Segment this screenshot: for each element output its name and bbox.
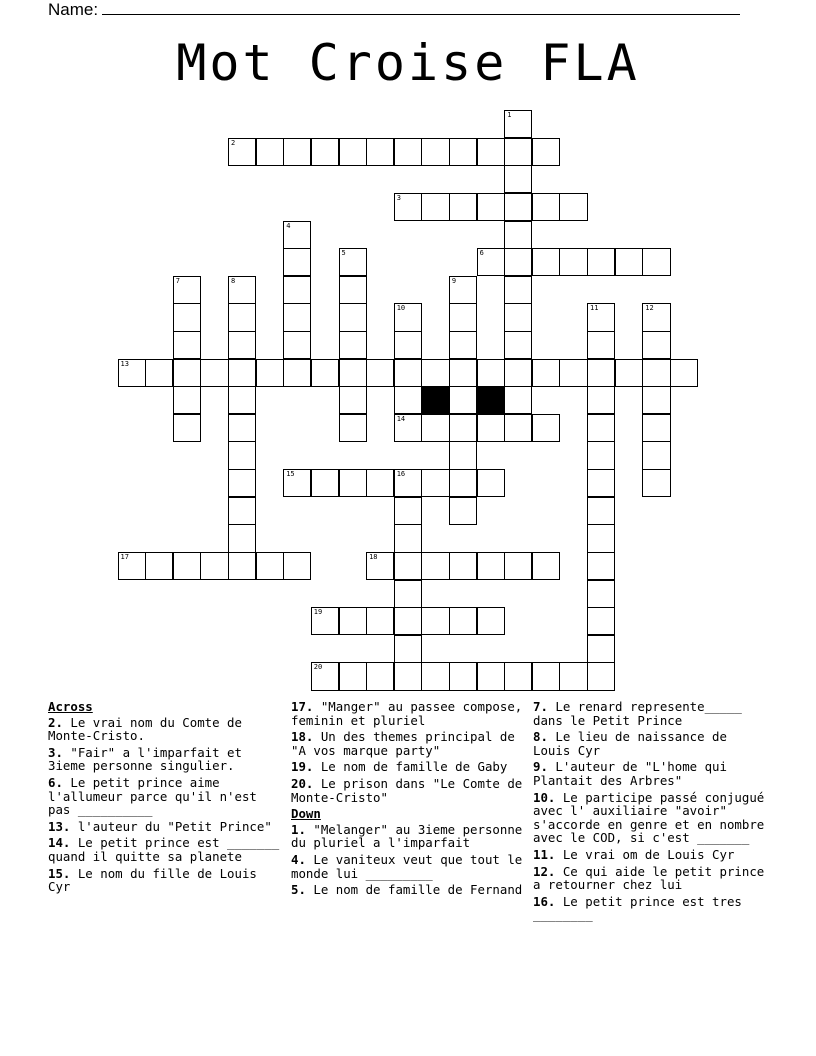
clue-item <box>48 835 287 864</box>
grid-cell[interactable] <box>145 552 173 580</box>
clue-number: 3 <box>396 193 401 202</box>
grid-cell[interactable] <box>339 276 367 304</box>
clues-column-3 <box>533 699 772 925</box>
clue-number: 10 <box>396 304 406 313</box>
grid-cell[interactable] <box>228 441 256 469</box>
clue-number: 7 <box>175 276 180 285</box>
clues-column-1 <box>48 699 287 897</box>
grid-cell[interactable] <box>366 359 394 387</box>
grid-cell[interactable] <box>228 524 256 552</box>
clue-item-number: 15. <box>48 865 71 881</box>
grid-cell[interactable] <box>642 331 670 359</box>
clue-item-text: Un des themes principal de "A vos marque party" <box>291 729 523 758</box>
grid-cell[interactable] <box>587 248 615 276</box>
clue-number: 1 <box>507 111 512 119</box>
grid-cell[interactable] <box>449 359 477 387</box>
clue-item-text: L'auteur de "L'home qui Plantait des Arbres" <box>533 759 735 788</box>
clue-item-number: 14. <box>48 835 71 851</box>
clue-item-number: 13. <box>48 818 71 834</box>
grid-cell[interactable] <box>642 248 670 276</box>
grid-cell[interactable] <box>449 414 477 442</box>
grid-cell[interactable] <box>449 552 477 580</box>
grid-cell[interactable] <box>421 662 449 690</box>
section-heading-down: Down <box>291 806 321 822</box>
name-blank-line[interactable] <box>102 0 740 15</box>
grid-cell[interactable] <box>532 414 560 442</box>
grid-cell[interactable] <box>449 303 477 331</box>
clue-item <box>533 760 765 787</box>
clue-item-number: 17. <box>291 699 314 714</box>
grid-cell[interactable] <box>449 193 477 221</box>
grid-cell[interactable] <box>339 386 367 414</box>
clue-item <box>533 730 765 757</box>
clue-number: 20 <box>313 663 323 672</box>
clue-item-number: 11. <box>533 846 556 862</box>
grid-cell[interactable] <box>118 552 146 580</box>
grid-cell[interactable] <box>339 414 367 442</box>
clue-number: 4 <box>286 221 291 230</box>
grid-cell[interactable] <box>394 331 422 359</box>
grid-cell[interactable] <box>145 359 173 387</box>
grid-cell[interactable] <box>228 386 256 414</box>
grid-cell[interactable] <box>587 441 615 469</box>
grid-cell[interactable] <box>256 552 284 580</box>
name-field[interactable] <box>48 0 740 20</box>
clue-item <box>533 863 772 893</box>
grid-cell[interactable] <box>449 662 477 690</box>
grid-cell[interactable] <box>394 359 422 387</box>
clue-number: 14 <box>396 414 406 423</box>
clue-number: 8 <box>231 276 236 285</box>
clue-item-number: 6. <box>48 774 63 790</box>
grid-cell[interactable] <box>532 359 560 387</box>
grid-cell[interactable] <box>366 662 394 690</box>
grid-cell[interactable] <box>366 469 394 497</box>
grid-cell[interactable] <box>587 662 615 690</box>
clue-item-number: 18. <box>291 729 314 745</box>
clue-item-number: 5. <box>291 882 306 898</box>
grid-cell[interactable] <box>421 359 449 387</box>
grid-cell[interactable] <box>449 607 477 635</box>
grid-cell[interactable] <box>642 303 670 331</box>
grid-cell[interactable] <box>532 193 560 221</box>
grid-cell[interactable] <box>504 331 532 359</box>
grid-cell[interactable] <box>173 552 201 580</box>
clue-number: 19 <box>313 608 323 617</box>
grid-cell[interactable] <box>477 662 505 690</box>
clue-item <box>48 746 280 773</box>
grid-cell[interactable] <box>283 303 311 331</box>
grid-cell[interactable] <box>173 331 201 359</box>
grid-cell[interactable] <box>532 662 560 690</box>
grid-cell[interactable] <box>587 331 615 359</box>
grid-cell[interactable] <box>283 469 311 497</box>
grid-cell[interactable] <box>559 193 587 221</box>
grid-cell[interactable] <box>477 248 505 276</box>
clue-item <box>48 716 280 743</box>
clue-item <box>533 700 765 727</box>
grid-cell[interactable] <box>173 303 201 331</box>
grid-cell[interactable] <box>477 552 505 580</box>
clue-item <box>291 730 523 757</box>
grid-cell[interactable] <box>394 580 422 608</box>
grid-cell[interactable] <box>587 497 615 525</box>
grid-cell[interactable] <box>449 386 477 414</box>
grid-cell[interactable] <box>339 359 367 387</box>
clues-column-2 <box>291 699 530 900</box>
clue-item-text: Le prison dans "Le Comte de Monte-Cristo" <box>291 775 530 805</box>
grid-cell[interactable] <box>587 414 615 442</box>
grid-cell[interactable] <box>256 359 284 387</box>
grid-cell[interactable] <box>477 138 505 166</box>
clue-item-text: "Fair" a l'imparfait et 3ieme personne singulier. <box>48 744 250 774</box>
grid-cell[interactable] <box>421 193 449 221</box>
clue-item-number: 2. <box>48 714 63 730</box>
grid-cell[interactable] <box>421 552 449 580</box>
clue-item-text: "Melanger" au 3ieme personne du pluriel a l'imparfait <box>291 821 530 851</box>
grid-cell[interactable] <box>256 138 284 166</box>
section-heading-across: Across <box>48 699 93 714</box>
grid-cell[interactable] <box>339 331 367 359</box>
grid-cell[interactable] <box>449 276 477 304</box>
grid-cell[interactable] <box>532 552 560 580</box>
grid-cell[interactable] <box>339 303 367 331</box>
grid-cell[interactable] <box>477 469 505 497</box>
grid-cell[interactable] <box>477 414 505 442</box>
clue-item <box>291 851 530 881</box>
grid-cell-blocked <box>477 386 505 414</box>
grid-cell[interactable] <box>394 193 422 221</box>
grid-cell[interactable] <box>283 359 311 387</box>
clue-item-number: 10. <box>533 789 556 805</box>
clue-item-text: Le participe passé conjugué avec l' auxiliaire "avoir" s'accorde en genre et en nombre avec le COD, si c'est _______ <box>533 789 772 846</box>
clue-item-text: Le vaniteux veut que tout le monde lui _________ <box>291 851 530 881</box>
clue-number: 11 <box>590 304 599 313</box>
grid-cell[interactable] <box>449 331 477 359</box>
grid-cell[interactable] <box>587 303 615 331</box>
grid-cell[interactable] <box>642 441 670 469</box>
grid-cell[interactable] <box>366 138 394 166</box>
clue-item <box>291 883 523 897</box>
grid-cell[interactable] <box>504 248 532 276</box>
grid-cell[interactable] <box>642 414 670 442</box>
grid-cell[interactable] <box>228 414 256 442</box>
grid-cell[interactable] <box>228 276 256 304</box>
grid-cell[interactable] <box>200 359 228 387</box>
grid-cell[interactable] <box>283 276 311 304</box>
clue-item <box>48 820 280 834</box>
grid-cell[interactable] <box>504 276 532 304</box>
grid-cell[interactable] <box>173 276 201 304</box>
clue-number: 6 <box>479 249 484 258</box>
grid-cell[interactable] <box>449 441 477 469</box>
grid-cell[interactable] <box>200 552 228 580</box>
grid-cell[interactable] <box>504 359 532 387</box>
grid-cell[interactable] <box>339 138 367 166</box>
clue-item-text: "Manger" au passee compose, feminin et pluriel <box>291 699 530 728</box>
grid-cell[interactable] <box>339 607 367 635</box>
grid-cell[interactable] <box>504 386 532 414</box>
grid-cell[interactable] <box>642 359 670 387</box>
grid-cell[interactable] <box>228 469 256 497</box>
grid-cell[interactable] <box>173 359 201 387</box>
grid-cell[interactable] <box>587 635 615 663</box>
grid-cell[interactable] <box>228 331 256 359</box>
grid-cell[interactable] <box>283 138 311 166</box>
clue-number: 13 <box>120 359 129 368</box>
grid-cell[interactable] <box>173 414 201 442</box>
grid-cell[interactable] <box>559 248 587 276</box>
clue-item-text: Le petit prince est tres ________ <box>533 893 750 923</box>
grid-cell[interactable] <box>477 193 505 221</box>
clue-item <box>533 789 772 846</box>
clue-item-text: Le vrai om de Louis Cyr <box>555 846 735 862</box>
grid-cell[interactable] <box>283 331 311 359</box>
grid-cell[interactable] <box>504 110 532 138</box>
grid-cell[interactable] <box>394 662 422 690</box>
clue-item-number: 1. <box>291 821 306 837</box>
grid-cell[interactable] <box>477 359 505 387</box>
grid-cell[interactable] <box>504 303 532 331</box>
grid-cell[interactable] <box>615 248 643 276</box>
clue-number: 17 <box>120 552 129 561</box>
grid-cell[interactable] <box>366 607 394 635</box>
grid-cell[interactable] <box>587 580 615 608</box>
grid-cell[interactable] <box>504 138 532 166</box>
clue-item-text: Le renard represente_____ dans le Petit Prince <box>533 699 750 728</box>
grid-cell[interactable] <box>394 138 422 166</box>
grid-cell[interactable] <box>449 497 477 525</box>
grid-cell[interactable] <box>283 221 311 249</box>
clue-item-text: Le petit prince est _______ quand il quitte sa planete <box>48 835 287 864</box>
grid-cell[interactable] <box>283 248 311 276</box>
grid-cell[interactable] <box>587 359 615 387</box>
grid-cell[interactable] <box>118 359 146 387</box>
grid-cell[interactable] <box>642 469 670 497</box>
grid-cell[interactable] <box>173 386 201 414</box>
clue-item <box>291 760 523 774</box>
grid-cell[interactable] <box>394 386 422 414</box>
grid-cell[interactable] <box>587 386 615 414</box>
clue-number: 9 <box>451 276 457 285</box>
grid-cell[interactable] <box>504 414 532 442</box>
grid-cell[interactable] <box>228 359 256 387</box>
grid-cell[interactable] <box>532 138 560 166</box>
clue-number: 12 <box>645 304 654 313</box>
grid-cell[interactable] <box>311 138 339 166</box>
grid-cell[interactable] <box>587 607 615 635</box>
clue-item <box>291 775 530 805</box>
grid-cell[interactable] <box>504 552 532 580</box>
grid-cell[interactable] <box>394 303 422 331</box>
grid-cell-blocked <box>421 386 449 414</box>
grid-cell[interactable] <box>311 359 339 387</box>
clue-number: 15 <box>286 470 295 479</box>
grid-cell[interactable] <box>421 138 449 166</box>
grid-cell[interactable] <box>587 552 615 580</box>
grid-cell[interactable] <box>228 303 256 331</box>
clue-number: 16 <box>396 470 406 479</box>
grid-cell[interactable] <box>394 497 422 525</box>
grid-cell[interactable] <box>394 414 422 442</box>
clue-item-text: l'auteur du "Petit Prince" <box>70 818 272 834</box>
clue-item-number: 16. <box>533 893 556 909</box>
grid-cell[interactable] <box>394 552 422 580</box>
grid-cell[interactable] <box>394 524 422 552</box>
clue-item-text: Le nom de famille de Gaby <box>313 759 508 775</box>
grid-cell[interactable] <box>670 359 698 387</box>
clue-item <box>48 776 280 817</box>
grid-cell[interactable] <box>228 552 256 580</box>
clue-item-number: 3. <box>48 744 63 760</box>
clue-item <box>533 848 765 862</box>
clue-item-number: 20. <box>291 775 314 791</box>
grid-cell[interactable] <box>449 138 477 166</box>
grid-cell[interactable] <box>228 497 256 525</box>
grid-cell[interactable] <box>394 607 422 635</box>
grid-cell[interactable] <box>421 414 449 442</box>
clue-item-number: 19. <box>291 759 314 775</box>
clue-item-number: 12. <box>533 863 556 879</box>
clue-item-text: Le nom de famille de Fernand <box>305 882 523 898</box>
grid-cell[interactable] <box>311 662 339 690</box>
clue-item <box>291 699 530 728</box>
grid-cell[interactable] <box>394 635 422 663</box>
grid-cell[interactable] <box>339 662 367 690</box>
grid-cell[interactable] <box>615 359 643 387</box>
grid-cell[interactable] <box>504 221 532 249</box>
clue-item-text: Ce qui aide le petit prince a retourner chez lui <box>533 863 772 893</box>
clue-number: 2 <box>231 138 236 147</box>
grid-cell[interactable] <box>283 552 311 580</box>
clue-number: 18 <box>369 552 378 561</box>
grid-cell[interactable] <box>532 248 560 276</box>
clue-item-text: Le vrai nom du Comte de Monte-Cristo. <box>48 714 250 744</box>
grid-cell[interactable] <box>504 662 532 690</box>
clue-item <box>291 821 530 851</box>
grid-cell[interactable] <box>421 607 449 635</box>
clue-number: 5 <box>341 249 346 258</box>
clue-item-number: 4. <box>291 851 306 867</box>
clue-item <box>48 867 280 894</box>
grid-cell[interactable] <box>311 607 339 635</box>
grid-cell[interactable] <box>394 469 422 497</box>
grid-cell[interactable] <box>477 607 505 635</box>
grid-cell[interactable] <box>228 138 256 166</box>
grid-cell[interactable] <box>421 469 449 497</box>
grid-cell[interactable] <box>449 469 477 497</box>
clue-item-number: 9. <box>533 759 548 775</box>
grid-cell[interactable] <box>504 193 532 221</box>
grid-cell[interactable] <box>559 359 587 387</box>
grid-cell[interactable] <box>559 662 587 690</box>
page-title: Mot Croise FLA <box>176 34 640 92</box>
grid-cell[interactable] <box>339 469 367 497</box>
clue-item-number: 8. <box>533 729 548 745</box>
grid-cell[interactable] <box>504 165 532 193</box>
grid-cell[interactable] <box>366 552 394 580</box>
clue-item <box>533 895 765 922</box>
grid-cell[interactable] <box>587 469 615 497</box>
grid-cell[interactable] <box>642 386 670 414</box>
clue-item-text: Le nom du fille de Louis Cyr <box>48 865 265 895</box>
grid-cell[interactable] <box>311 469 339 497</box>
clue-item-text: Le petit prince aime l'allumeur parce qu'il n'est pas __________ <box>48 774 265 818</box>
clue-item-number: 7. <box>533 699 548 714</box>
grid-cell[interactable] <box>587 524 615 552</box>
grid-cell[interactable] <box>339 248 367 276</box>
clue-item-text: Le lieu de naissance de Louis Cyr <box>533 729 735 758</box>
name-label: Name: <box>48 0 99 19</box>
